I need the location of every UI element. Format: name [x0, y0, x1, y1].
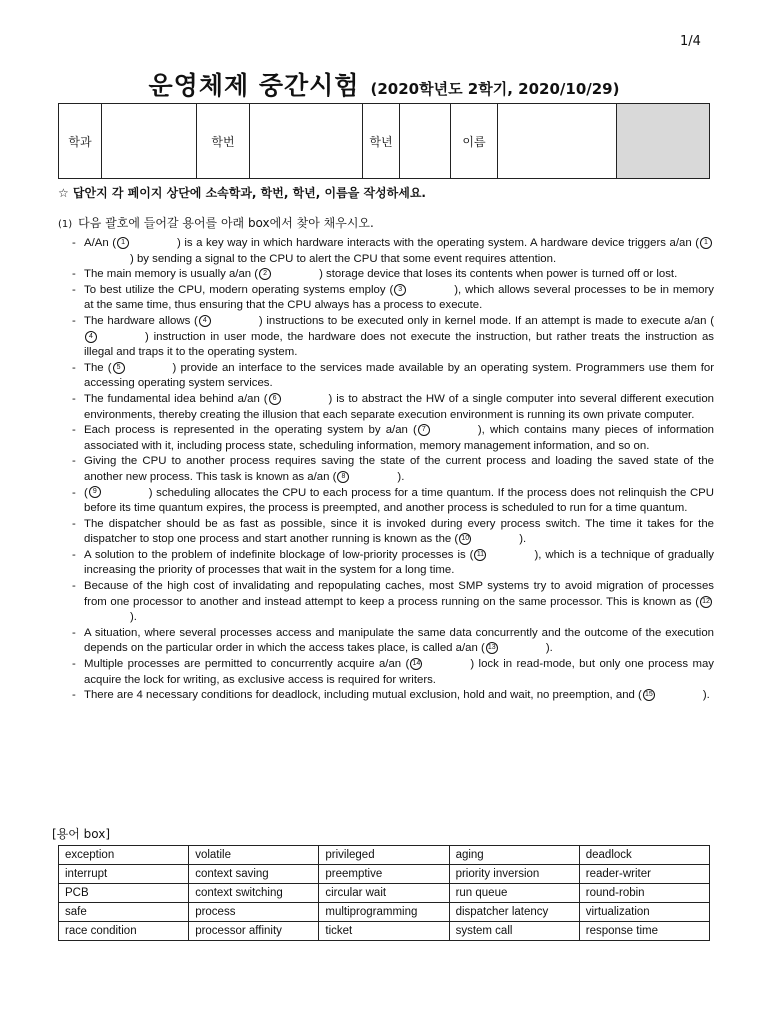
- question-item: [72, 314, 714, 361]
- blank-number-badge: 2: [259, 268, 271, 280]
- item-text: ) instructions to be executed only in kernel mode. If an attempt is made to execute a/an (: [258, 314, 715, 327]
- question-item: [72, 423, 714, 454]
- year-label: 학년: [363, 104, 400, 179]
- dept-label: 학과: [59, 104, 102, 179]
- blank-number-badge: 6: [269, 393, 281, 405]
- term-row: [59, 884, 710, 903]
- question-number: (1): [58, 219, 73, 230]
- question-item: [72, 657, 714, 688]
- blank-number-badge: 11: [474, 549, 486, 561]
- term-cell: run queue: [449, 884, 579, 903]
- term-cell: PCB: [59, 884, 189, 903]
- item-text: There are 4 necessary conditions for deadlock, including mutual exclusion, hold and wait, no preemption, and (: [84, 689, 642, 702]
- blank-number-badge: 1: [117, 237, 129, 249]
- question-item: [72, 517, 714, 548]
- item-text: ).: [397, 470, 405, 483]
- blank-number-badge: 13: [486, 642, 498, 654]
- question-item: [72, 579, 714, 626]
- term-cell: deadlock: [579, 846, 709, 865]
- item-text: ) lock in read-mode, but only one process may acquire the lock for writing, as exclusive access is required for writers.: [84, 658, 715, 686]
- term-cell: preemptive: [319, 865, 449, 884]
- item-text: Because of the high cost of invalidating and repopulating caches, most SMP systems try to avoid migration of processes from one processor to another and instead attempt to keep a process running on the same processor. This is known as (: [84, 580, 714, 608]
- term-cell: context saving: [189, 865, 319, 884]
- item-text: ) is to abstract the HW of a single computer into several different execution environments, thereby creating the illusion that each separate execution environment is running its own private computer.: [84, 392, 714, 421]
- name-field[interactable]: [498, 104, 617, 179]
- term-cell: process: [189, 903, 319, 922]
- item-text: ) by sending a signal to the CPU to alert the CPU that some event requires attention.: [130, 252, 557, 265]
- term-cell: circular wait: [319, 884, 449, 903]
- question-item: [72, 626, 714, 657]
- question-heading: [58, 214, 374, 231]
- score-box: [617, 104, 710, 179]
- term-cell: ticket: [319, 922, 449, 941]
- item-text: The main memory is usually a/an (: [84, 268, 259, 281]
- item-text: A/An (: [84, 237, 117, 249]
- blank-number-badge: 5: [113, 362, 125, 374]
- blank-number-badge: 15: [643, 689, 655, 701]
- item-text: (: [84, 486, 88, 499]
- term-row: [59, 865, 710, 884]
- blank-number-badge: 9: [89, 486, 101, 498]
- item-text: A solution to the problem of indefinite blockage of low-priority processes is (: [84, 548, 474, 561]
- exam-title-main: 운영체제 중간시험: [148, 71, 360, 100]
- item-text: ).: [130, 611, 137, 624]
- term-cell: privileged: [319, 846, 449, 865]
- question-item: [72, 361, 714, 392]
- item-text: ).: [519, 533, 527, 546]
- term-cell: volatile: [189, 846, 319, 865]
- item-text: Multiple processes are permitted to concurrently acquire a/an (: [84, 658, 410, 671]
- blank-number-badge: 3: [394, 284, 406, 296]
- term-cell: response time: [579, 922, 709, 941]
- item-text: The hardware allows (: [84, 314, 198, 327]
- question-item: [72, 688, 714, 704]
- term-cell: dispatcher latency: [449, 903, 579, 922]
- item-text: Each process is represented in the operating system by a/an (: [84, 424, 417, 437]
- term-cell: reader-writer: [579, 865, 709, 884]
- term-cell: multiprogramming: [319, 903, 449, 922]
- blank-number-badge: 14: [410, 658, 422, 670]
- item-text: The (: [84, 361, 112, 374]
- question-item: [72, 236, 714, 267]
- question-item: [72, 267, 714, 283]
- item-text: ) instruction in user mode, the hardware does not execute the instruction, but rather treats the instruction as illegal and traps it to the operating system.: [84, 330, 714, 359]
- question-text: 다음 괄호에 들어갈 용어를 아래 box에서 찾아 채우시오.: [78, 216, 374, 230]
- item-text: ).: [545, 642, 553, 655]
- term-row: [59, 903, 710, 922]
- exam-title: [0, 66, 768, 102]
- item-text: The dispatcher should be as fast as possible, since it is invoked during every process switch. The time it takes for the dispatcher to stop one process and start another running is known as the (: [84, 517, 714, 546]
- item-text: ) provide an interface to the services made available by an operating system. Programmers use them for accessing operating system services.: [84, 361, 714, 390]
- item-text: ) is a key way in which hardware interacts with the operating system. A hardware device triggers a/an (: [177, 237, 699, 249]
- name-label: 이름: [451, 104, 498, 179]
- blank-number-badge: 4: [199, 315, 211, 327]
- question-item: [72, 392, 714, 423]
- student-info-table: [58, 103, 710, 179]
- term-cell: virtualization: [579, 903, 709, 922]
- question-item: [72, 454, 714, 485]
- student-id-label: 학번: [197, 104, 250, 179]
- blank-number-badge: 7: [418, 424, 430, 436]
- term-cell: aging: [449, 846, 579, 865]
- blank-number-badge: 8: [337, 471, 349, 483]
- year-field[interactable]: [400, 104, 451, 179]
- term-box-label: [용어 box]: [52, 827, 111, 841]
- term-cell: safe: [59, 903, 189, 922]
- term-cell: exception: [59, 846, 189, 865]
- item-text: ), which allows several processes to be in memory at the same time, thus ensuring that the CPU always has a process to execute.: [84, 283, 714, 312]
- term-cell: race condition: [59, 922, 189, 941]
- term-cell: round-robin: [579, 884, 709, 903]
- question-item: [72, 548, 714, 579]
- item-text: To best utilize the CPU, modern operating systems employ (: [84, 283, 394, 296]
- blank-number-badge: 4: [85, 331, 97, 343]
- exam-title-date: (2020학년도 2학기, 2020/10/29): [370, 80, 620, 98]
- question-item: [72, 486, 714, 517]
- term-cell: interrupt: [59, 865, 189, 884]
- term-cell: system call: [449, 922, 579, 941]
- term-cell: priority inversion: [449, 865, 579, 884]
- term-row: [59, 922, 710, 941]
- instruction-notice: ☆ 답안지 각 페이지 상단에 소속학과, 학번, 학년, 이름을 작성하세요.: [58, 186, 426, 200]
- question-item-list: [72, 236, 714, 704]
- blank-number-badge: 10: [459, 533, 471, 545]
- item-text: The fundamental idea behind a/an (: [84, 392, 268, 405]
- term-row: [59, 846, 710, 865]
- blank-number-badge: 1: [700, 237, 712, 249]
- item-text: A situation, where several processes access and manipulate the same data concurrently and the outcome of the execution depends on the particular order in which the access takes place, is called a/an (: [84, 626, 714, 655]
- item-text: ), which is a technique of gradually increasing the priority of processes that wait in the system for a long time.: [84, 548, 714, 577]
- term-box-table: [58, 845, 710, 941]
- page-number: 1/4: [680, 34, 701, 49]
- item-text: ).: [702, 689, 710, 702]
- question-item: [72, 283, 714, 314]
- item-text: ) scheduling allocates the CPU to each process for a time quantum. If the process does not relinquish the CPU before its time quantum expires, the process is preempted, and another process is scheduled to run for a time quantum.: [84, 486, 714, 515]
- term-cell: context switching: [189, 884, 319, 903]
- student-id-field[interactable]: [250, 104, 363, 179]
- item-text: Giving the CPU to another process requires saving the state of the current process and loading the saved state of the another new process. This task is known as a/an (: [84, 455, 714, 483]
- item-text: ), which contains many pieces of information associated with it, including process state, scheduling information, memory management information, and so on.: [84, 424, 714, 452]
- term-cell: processor affinity: [189, 922, 319, 941]
- dept-field[interactable]: [102, 104, 197, 179]
- blank-number-badge: 12: [700, 596, 712, 608]
- item-text: ) storage device that loses its contents when power is turned off or lost.: [319, 268, 678, 281]
